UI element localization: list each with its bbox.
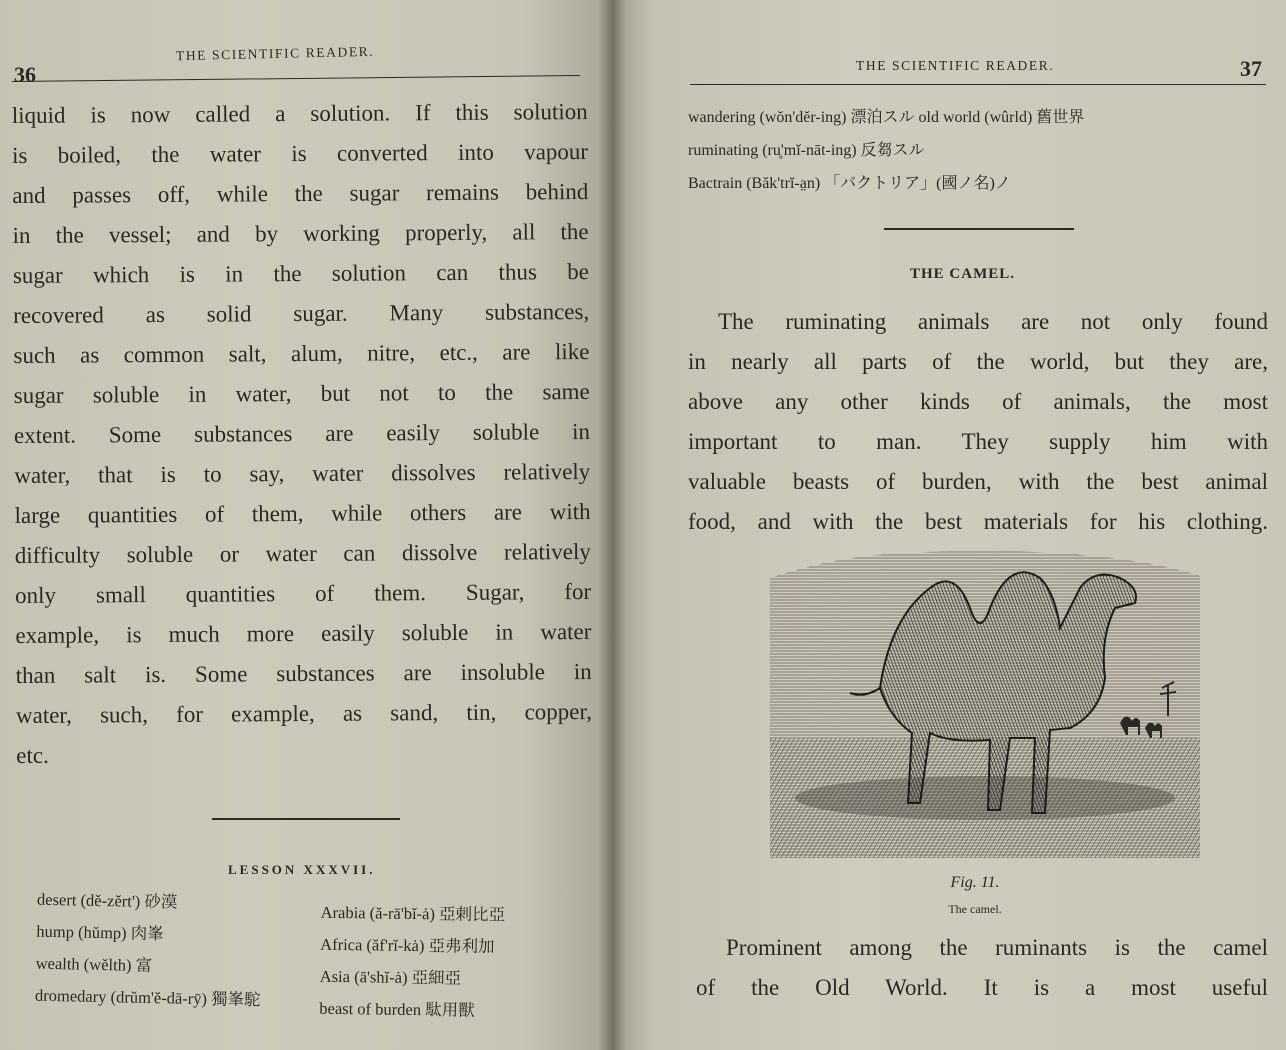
left-running-head: THE SCIENTIFIC READER. [175, 43, 375, 64]
lesson-heading: LESSON XXXVII. [228, 862, 376, 877]
vocab-item: Bactrain (Băk'trĭ-a̤n) 「バクトリア」(國ノ名)ノ [688, 175, 1011, 192]
text-line: extent. Some substances are easily soluble in [13, 418, 591, 449]
text-line: in nearly all parts of the world, but they are, [688, 349, 1268, 374]
section-divider [212, 818, 400, 820]
vocab-list-left [35, 884, 263, 1017]
vocab-item: hump (hŭmp) 肉峯 [36, 921, 164, 944]
text-line: recovered as solid sugar. Many substances, [13, 298, 590, 329]
vocab-item: beast of burden 駄用獸 [319, 998, 475, 1020]
right-header-rule [690, 84, 1266, 85]
text-line: important to man. They supply him with [688, 429, 1268, 454]
text-line: difficulty soluble or water can dissolve relatively [14, 538, 591, 569]
text-line: in the vessel; and by working properly, all the [12, 218, 589, 249]
vocab-item: wandering (wŏn'dĕr-ing) 漂泊スル old world (wûrld) 舊世界 [688, 109, 1085, 126]
vocab-item: Africa (ăf'rĭ-kȧ) 亞弗利加 [320, 934, 495, 957]
text-line: than salt is. Some substances are insoluble in [15, 658, 592, 689]
text-line: example, is much more easily soluble in water [15, 618, 592, 649]
text-line: water, that is to say, water dissolves relatively [14, 458, 591, 489]
camel-engraving [770, 548, 1200, 858]
figure-label: Fig. 11. [950, 874, 1000, 891]
text-line: sugar which is in the solution can thus be [12, 258, 589, 289]
right-running-head: THE SCIENTIFIC READER. [856, 58, 1055, 73]
vocab-item: ruminating (ru̥'mĭ-nāt-ing) 反芻スル [688, 142, 925, 159]
text-line: of the Old World. It is a most useful [696, 975, 1268, 1000]
figure-caption: The camel. [948, 902, 1002, 916]
text-line: large quantities of them, while others are with [14, 498, 591, 529]
text-line: above any other kinds of animals, the most [688, 389, 1268, 414]
left-page-number: 36 [14, 62, 36, 87]
text-line: valuable beasts of burden, with the best animal [688, 469, 1268, 494]
right-page-number: 37 [1240, 56, 1262, 81]
book-gutter [598, 0, 626, 1050]
vocab-item: Arabia (ă-rā'bĭ-ȧ) 亞剌比亞 [320, 902, 506, 925]
section-divider [884, 228, 1074, 230]
vocab-list-right [319, 897, 505, 1028]
vocab-item: desert (dĕ-zĕrt') 砂漠 [36, 889, 178, 912]
right-body-paragraph-1 [688, 302, 1268, 542]
text-line: food, and with the best materials for his clothing. [688, 509, 1268, 534]
text-line: sugar soluble in water, but not to the same [13, 378, 590, 409]
text-line: The ruminating animals are not only found [718, 309, 1268, 334]
camel-illustration [770, 548, 1200, 858]
left-body-paragraph [12, 92, 593, 776]
vocab-item: wealth (wĕlth) 富 [35, 953, 153, 976]
text-line: etc. [16, 742, 49, 769]
text-line: water, such, for example, as sand, tin, copper, [15, 698, 593, 729]
vocab-item: dromedary (drŭm'ĕ-dā-rȳ) 獨峯駝 [34, 985, 261, 1010]
text-line: only small quantities of them. Sugar, for [15, 578, 592, 609]
text-line: is boiled, the water is converted into vapour [11, 138, 589, 169]
section-title: THE CAMEL. [910, 266, 1016, 282]
text-line: liquid is now called a solution. If this solution [11, 98, 588, 129]
vocab-item: Asia (ā'shĭ-ȧ) 亞細亞 [319, 966, 462, 988]
text-line: such as common salt, alum, nitre, etc., are like [13, 338, 590, 369]
right-body-paragraph-2 [696, 928, 1268, 1008]
text-line: Prominent among the ruminants is the camel [726, 935, 1268, 960]
vocab-list-top [688, 101, 1084, 200]
text-line: and passes off, while the sugar remains behind [12, 178, 589, 209]
